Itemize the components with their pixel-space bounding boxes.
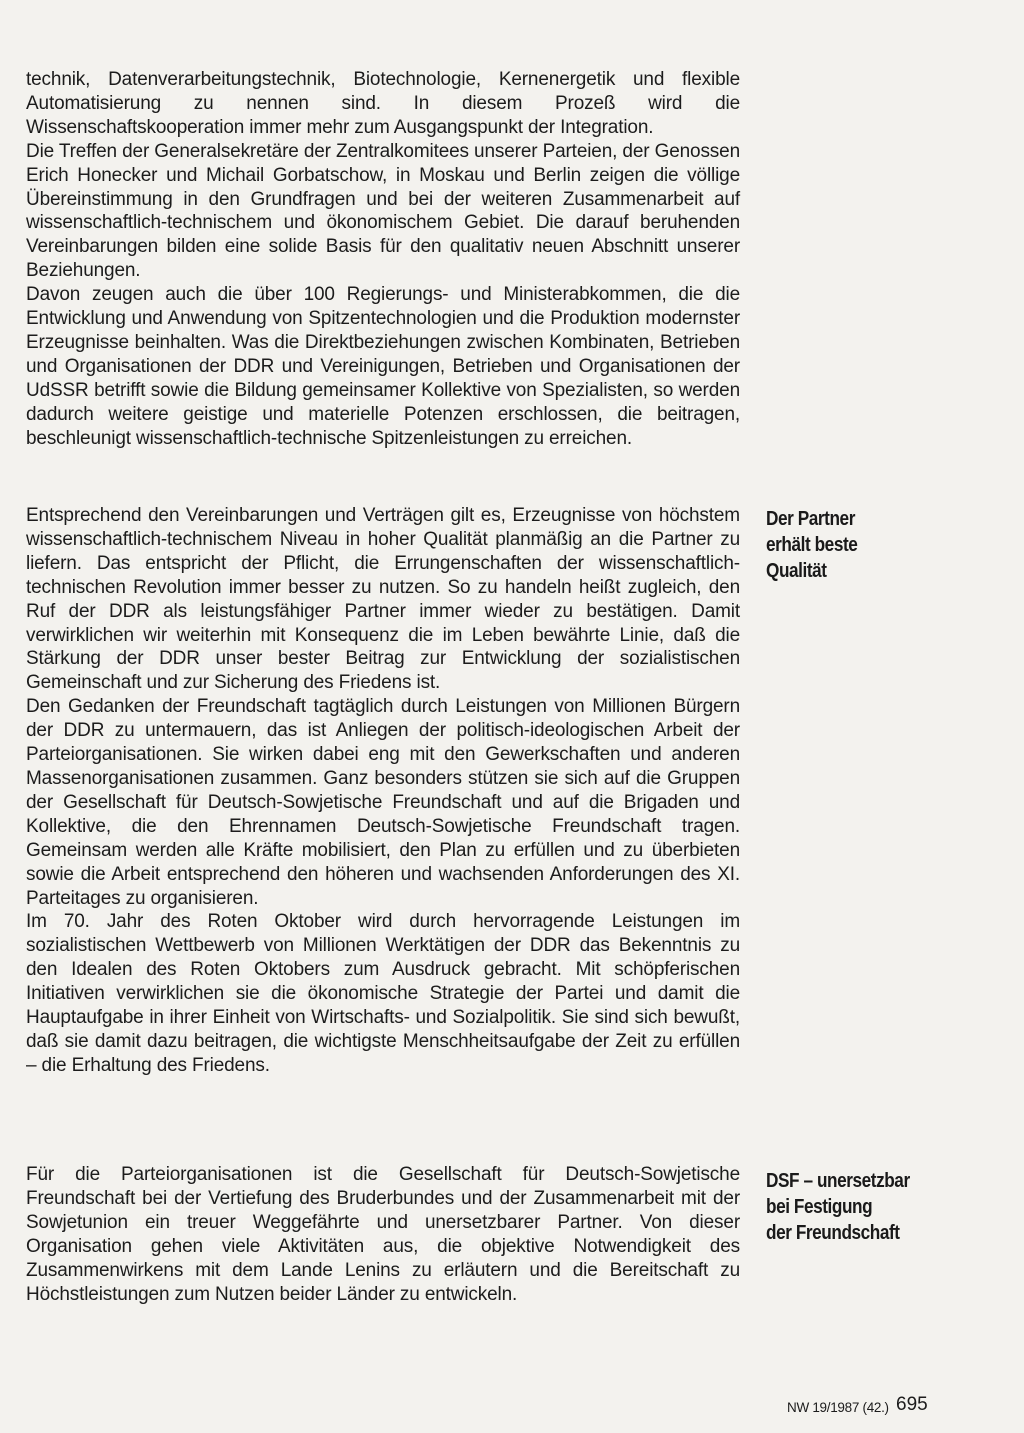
paragraph: Im 70. Jahr des Roten Oktober wird durch hervorragende Leistungen im sozialistischen Wettbewerb von Millionen Werktätigen der DDR das Bekenntnis zu den Idealen des Roten Oktobers zum Ausdruck gebracht. Mit schöpferischen Initiativen verwirklichen sie die ökonomische Strategie der Partei und damit die Hauptaufgabe in ihrer Einheit von Wirtschafts- und Sozialpolitik. Sie sind sich bewußt, daß sie damit dazu beitragen, die wichtigste Menschheitsaufgabe der Zeit zu erfüllen – die Erhaltung des Friedens.: [26, 911, 740, 1076]
marginal-note-1: [766, 506, 976, 584]
issue-reference: NW 19/1987 (42.): [787, 1400, 889, 1415]
text-block-2: [26, 504, 740, 1078]
paragraph: Den Gedanken der Freundschaft tagtäglich durch Leistungen von Millionen Bürgern der DDR zu untermauern, das ist Anliegen der politisch-ideologischen Arbeit der Parteiorganisationen. Sie wirken dabei eng mit den Gewerkschaften und anderen Massenorganisationen zusammen. Ganz besonders stützen sie sich auf die Gruppen der Gesellschaft für Deutsch-Sowjetische Freundschaft und auf die Brigaden und Kollektive, die den Ehrennamen Deutsch-Sowjetische Freundschaft tragen. Gemeinsam werden alle Kräfte mobilisiert, den Plan zu erfüllen und zu überbieten sowie die Arbeit entsprechend den höheren und wachsenden Anforderungen des XI. Parteitages zu organisieren.: [26, 696, 740, 909]
marginal-heading: Der Partner erhält beste Qualität: [766, 508, 858, 582]
marginal-note-2: [766, 1168, 976, 1246]
text-block-3: [26, 1163, 740, 1306]
text-block-1: [26, 68, 740, 451]
paragraph: Entsprechend den Vereinbarungen und Verträgen gilt es, Erzeugnisse von höchstem wissenschaftlich-technischem Niveau in hoher Qualität planmäßig an die Partner zu liefern. Das entspricht der Pflicht, die Errungenschaften der wissenschaftlich-technischen Revolution immer besser zu nutzen. So zu handeln heißt zugleich, den Ruf der DDR als leistungsfähiger Partner immer wieder zu bestätigen. Damit verwirklichen wir weiterhin mit Konsequenz die im Leben bewährte Linie, daß die Stärkung der DDR unser bester Beitrag zur Entwicklung der sozialistischen Gemeinschaft und zur Sicherung des Friedens ist.: [26, 505, 740, 694]
paragraph: technik, Datenverarbeitungstechnik, Biotechnologie, Kernenergetik und flexible Automatisierung zu nennen sind. In diesem Prozeß wird die Wissenschaftskooperation immer mehr zum Ausgangspunkt der Integration.: [26, 69, 740, 138]
marginal-heading: DSF – unersetzbar bei Festigung der Freundschaft: [766, 1170, 910, 1244]
paragraph: Die Treffen der Generalsekretäre der Zentralkomitees unserer Parteien, der Genossen Erich Honecker und Michail Gorbatschow, in Moskau und Berlin zeigen die völlige Übereinstimmung in den Grundfragen und bei der weiteren Zusammenarbeit auf wissenschaftlich-technischem und ökonomischem Gebiet. Die darauf beruhenden Vereinbarungen bilden eine solide Basis für den qualitativ neuen Abschnitt unserer Beziehungen.: [26, 140, 740, 282]
paragraph: Davon zeugen auch die über 100 Regierungs- und Ministerabkommen, die die Entwicklung und Anwendung von Spitzentechnologien und die Produktion modernster Erzeugnisse beinhalten. Was die Direktbeziehungen zwischen Kombinaten, Betrieben und Organisationen der DDR und Vereinigungen, Betrieben und Organisationen der UdSSR betrifft sowie die Bildung gemeinsamer Kollektive von Spezialisten, so werden dadurch weitere geistige und materielle Potenzen erschlossen, die beitragen, beschleunigt wissenschaftlich-technische Spitzenleistungen zu erreichen.: [26, 284, 740, 449]
page-number: 695: [896, 1394, 928, 1415]
paragraph: Für die Parteiorganisationen ist die Gesellschaft für Deutsch-Sowjetische Freundschaft bei der Vertiefung des Bruderbundes und der Zusammenarbeit mit der Sowjetunion ein treuer Weggefährte und unersetzbarer Partner. Von dieser Organisation gehen viele Aktivitäten aus, die objektive Notwendigkeit des Zusammenwirkens mit dem Lande Lenins zu erläutern und die Bereitschaft zu Höchstleistungen zum Nutzen beider Länder zu entwickeln.: [26, 1164, 740, 1305]
